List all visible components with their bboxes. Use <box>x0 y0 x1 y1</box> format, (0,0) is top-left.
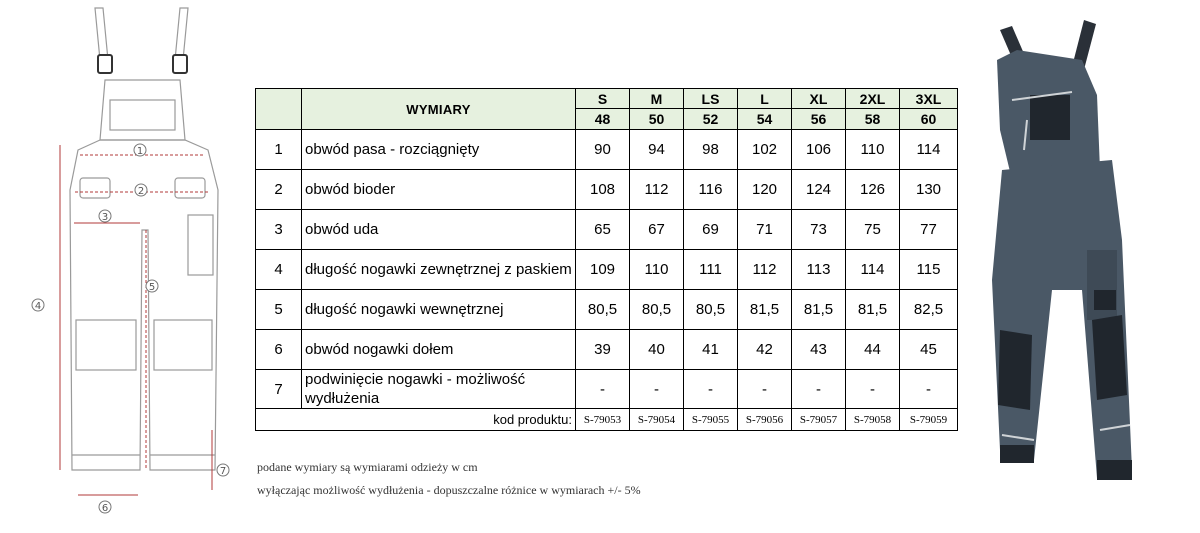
marker-2 <box>135 184 147 197</box>
row-number: 5 <box>256 290 302 330</box>
dungarees-product-photo <box>972 0 1200 533</box>
table-row <box>256 210 958 250</box>
svg-text:5: 5 <box>148 282 156 293</box>
row-value: 77 <box>900 210 958 250</box>
size-number: 60 <box>900 109 958 130</box>
row-label: długość nogawki zewnętrznej z paskiem <box>302 250 576 290</box>
svg-text:6: 6 <box>101 503 109 514</box>
row-value: - <box>738 370 792 409</box>
row-label: obwód uda <box>302 210 576 250</box>
row-value: 113 <box>792 250 846 290</box>
product-code: S-79053 <box>576 409 630 431</box>
header-blank-cell <box>256 89 302 130</box>
size-header: L <box>738 89 792 109</box>
row-value: 106 <box>792 130 846 170</box>
size-header: XL <box>792 89 846 109</box>
row-value: 124 <box>792 170 846 210</box>
row-label: obwód bioder <box>302 170 576 210</box>
row-value: 43 <box>792 330 846 370</box>
marker-4 <box>32 299 44 312</box>
row-value: 65 <box>576 210 630 250</box>
row-value: - <box>792 370 846 409</box>
svg-text:2: 2 <box>137 186 145 197</box>
row-value: 94 <box>630 130 684 170</box>
size-header: 2XL <box>846 89 900 109</box>
row-value: 110 <box>630 250 684 290</box>
row-value: - <box>900 370 958 409</box>
row-value: 120 <box>738 170 792 210</box>
product-code: S-79057 <box>792 409 846 431</box>
row-number: 2 <box>256 170 302 210</box>
row-value: 111 <box>684 250 738 290</box>
table-row <box>256 130 958 170</box>
row-value: 67 <box>630 210 684 250</box>
table-row <box>256 250 958 290</box>
svg-text:7: 7 <box>219 466 227 477</box>
row-value: 82,5 <box>900 290 958 330</box>
product-code-row <box>256 409 958 431</box>
row-value: - <box>576 370 630 409</box>
row-value: 109 <box>576 250 630 290</box>
row-value: 40 <box>630 330 684 370</box>
row-label: obwód pasa - rozciągnięty <box>302 130 576 170</box>
row-value: - <box>684 370 738 409</box>
row-value: 81,5 <box>792 290 846 330</box>
row-number: 6 <box>256 330 302 370</box>
row-value: 81,5 <box>846 290 900 330</box>
size-number: 54 <box>738 109 792 130</box>
marker-5 <box>146 280 158 293</box>
svg-text:4: 4 <box>34 301 42 312</box>
product-code: S-79056 <box>738 409 792 431</box>
svg-text:3: 3 <box>101 212 109 223</box>
size-header: LS <box>684 89 738 109</box>
note-tolerance: wyłączając możliwość wydłużenia - dopuszczalne różnice w wymiarach +/- 5% <box>257 483 641 497</box>
row-value: 126 <box>846 170 900 210</box>
size-chart-table <box>255 88 958 431</box>
product-code: S-79059 <box>900 409 958 431</box>
marker-7 <box>217 464 229 477</box>
table-row <box>256 170 958 210</box>
product-code: S-79058 <box>846 409 900 431</box>
row-label: obwód nogawki dołem <box>302 330 576 370</box>
marker-3 <box>99 210 111 223</box>
row-value: 112 <box>738 250 792 290</box>
size-letter-row <box>256 89 958 109</box>
row-value: - <box>846 370 900 409</box>
product-code: S-79055 <box>684 409 738 431</box>
row-value: 41 <box>684 330 738 370</box>
row-value: 73 <box>792 210 846 250</box>
note-units: podane wymiary są wymiarami odzieży w cm <box>257 460 478 474</box>
row-value: 90 <box>576 130 630 170</box>
row-value: 39 <box>576 330 630 370</box>
size-number: 58 <box>846 109 900 130</box>
row-number: 3 <box>256 210 302 250</box>
row-value: 80,5 <box>576 290 630 330</box>
row-value: 44 <box>846 330 900 370</box>
row-value: 69 <box>684 210 738 250</box>
row-value: 80,5 <box>684 290 738 330</box>
size-number: 50 <box>630 109 684 130</box>
row-value: 112 <box>630 170 684 210</box>
row-value: 114 <box>846 250 900 290</box>
row-value: 42 <box>738 330 792 370</box>
row-value: 81,5 <box>738 290 792 330</box>
product-code-label: kod produktu: <box>256 409 576 431</box>
product-code: S-79054 <box>630 409 684 431</box>
size-number: 56 <box>792 109 846 130</box>
table-row <box>256 290 958 330</box>
table-title: WYMIARY <box>302 89 576 130</box>
row-value: 115 <box>900 250 958 290</box>
row-number: 7 <box>256 370 302 409</box>
table-row <box>256 330 958 370</box>
svg-text:1: 1 <box>136 146 144 157</box>
row-number: 4 <box>256 250 302 290</box>
row-value: 98 <box>684 130 738 170</box>
row-value: 102 <box>738 130 792 170</box>
table-row <box>256 370 958 409</box>
marker-6 <box>99 501 111 514</box>
row-value: 71 <box>738 210 792 250</box>
size-header: S <box>576 89 630 109</box>
row-value: 114 <box>900 130 958 170</box>
row-label: długość nogawki wewnętrznej <box>302 290 576 330</box>
size-number: 52 <box>684 109 738 130</box>
row-value: 130 <box>900 170 958 210</box>
size-header: 3XL <box>900 89 958 109</box>
row-number: 1 <box>256 130 302 170</box>
row-value: 110 <box>846 130 900 170</box>
dungarees-sketch <box>0 0 250 533</box>
size-number: 48 <box>576 109 630 130</box>
row-value: 116 <box>684 170 738 210</box>
row-label: podwinięcie nogawki - możliwość wydłużenia <box>302 370 576 409</box>
row-value: 80,5 <box>630 290 684 330</box>
row-value: 45 <box>900 330 958 370</box>
row-value: - <box>630 370 684 409</box>
size-header: M <box>630 89 684 109</box>
row-value: 108 <box>576 170 630 210</box>
row-value: 75 <box>846 210 900 250</box>
